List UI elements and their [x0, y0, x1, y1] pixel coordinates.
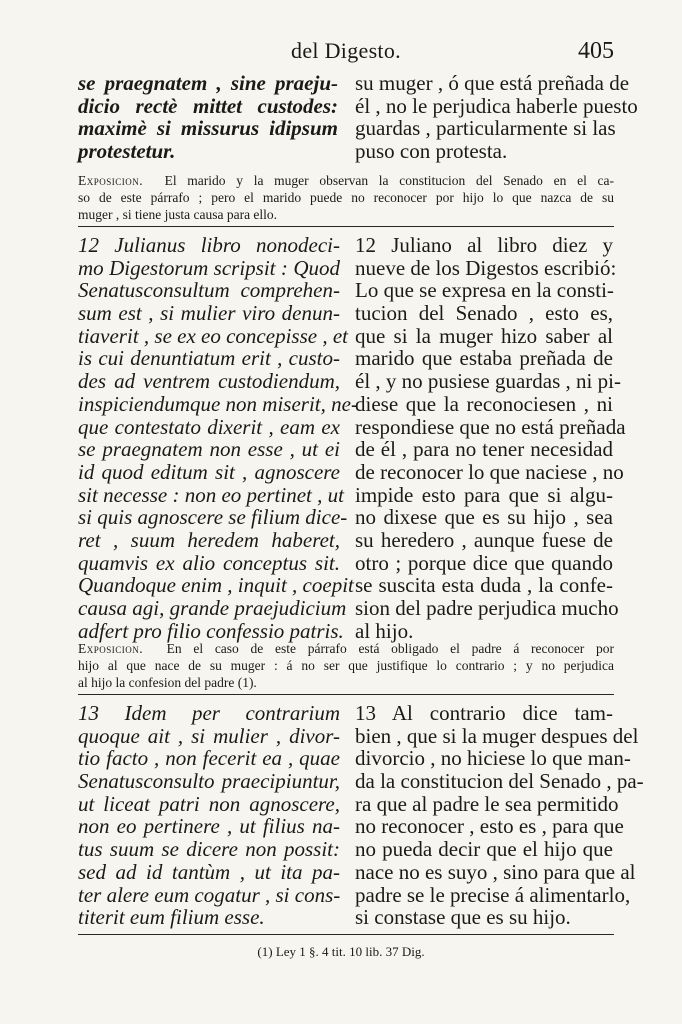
spanish-line: impide esto para que si algu-	[355, 482, 613, 507]
spanish-line: no pueda decir que el hijo que	[355, 837, 613, 862]
latin-line: sit necesse : non eo pertinet , ut	[78, 482, 344, 507]
exposition-sec11	[78, 172, 614, 223]
latin-column-sec12	[78, 233, 358, 643]
spanish-line: su muger , ó que está preñada de	[355, 71, 630, 95]
spanish-line: 12 Juliano al libro diez y	[355, 233, 613, 257]
spanish-line: respondiese que no está preñada	[355, 414, 626, 439]
latin-line: Senatusconsulto praecipiuntur,	[78, 769, 340, 794]
latin-line: se praegnatem , sine praeju-	[78, 71, 338, 95]
spanish-line: divorcio , no hiciese lo que man-	[355, 746, 631, 771]
latin-line: inspiciendumque non miserit, ne-	[78, 391, 358, 416]
latin-line: sed ad id tantùm , ut ita pa-	[78, 859, 340, 884]
latin-line: non eo pertinere , ut filius na-	[78, 814, 340, 839]
section-divider	[78, 226, 614, 227]
latin-line: tus suum se dicere non possit:	[78, 837, 340, 862]
exposition-line: El marido y la muger observan la constitucion del Senado en el ca-	[164, 173, 615, 188]
spanish-line: de él , para no tener necesidad	[355, 437, 613, 462]
latin-line: des ad ventrem custodiendum,	[78, 369, 340, 394]
running-title: del Digesto.	[291, 38, 401, 63]
latin-column-sec13	[78, 702, 340, 929]
latin-line: ret , suum heredem haberet,	[78, 527, 340, 552]
latin-line: si quis agnoscere se filium dice-	[78, 505, 348, 530]
latin-line: titerit eum filium esse.	[78, 905, 265, 930]
exposition-line: hijo al que nace de su muger : á no ser que justifique lo contrario ; y no perjudica	[78, 658, 614, 673]
spanish-line: bien , que si la muger despues del	[355, 723, 639, 748]
spanish-line: al hijo.	[355, 618, 414, 643]
page-number: 405	[578, 38, 614, 64]
footnote-divider	[78, 934, 614, 935]
latin-line: que contestato dixerit , eam ex	[78, 414, 340, 439]
spanish-line: su heredero , aunque fuese de	[355, 527, 613, 552]
latin-line: 13 Idem per contrarium	[78, 701, 340, 725]
spanish-line: nace no es suyo , sino para que al	[355, 859, 636, 884]
spanish-line: sion del padre perjudica mucho	[355, 596, 619, 620]
spanish-line: que si la muger hizo saber al	[355, 323, 613, 348]
section-divider	[78, 694, 614, 695]
spanish-line: él , y no pusiese guardas , ni pi-	[355, 369, 621, 394]
latin-line: se praegnatem non esse , ut ei	[78, 437, 340, 462]
footnote: (1) Ley 1 §. 4 tit. 10 lib. 37 Dig.	[257, 944, 425, 959]
latin-line: ter alere eum cogatur , si cons-	[78, 882, 341, 907]
spanish-column-sec13	[355, 701, 644, 930]
latin-line: maximè si missurus idipsum	[78, 116, 338, 141]
spanish-line: guardas , particularmente si las	[355, 116, 616, 141]
latin-line: 12 Julianus libro nonodeci-	[78, 233, 340, 257]
spanish-line: 13 Al contrario dice tam-	[355, 701, 613, 725]
latin-line: id quod editum sit , agnoscere	[78, 459, 340, 484]
spanish-column-sec12	[355, 233, 626, 643]
exposition-label: Exposicion.	[78, 641, 144, 656]
exposition-sec12	[78, 640, 614, 691]
spanish-line: tucion del Senado , esto es,	[355, 301, 613, 326]
latin-line: protestetur.	[78, 139, 176, 164]
spanish-column-sec11	[355, 71, 638, 164]
latin-line: mo Digestorum scripsit : Quod	[78, 255, 340, 280]
latin-line: causa agi, grande praejudicium	[78, 596, 347, 620]
spanish-line: no reconocer , esto es , para que	[355, 814, 624, 839]
exposition-label: Exposicion.	[78, 173, 144, 188]
latin-column-sec11	[78, 72, 338, 163]
latin-line: tiaverit , se ex eo concepisse , et	[78, 323, 348, 348]
latin-line: quamvis ex alio conceptus sit.	[78, 550, 340, 575]
spanish-line: nueve de los Digestos escribió:	[355, 255, 617, 280]
spanish-line: no dixese que es su hijo , sea	[355, 505, 613, 530]
spanish-line: marido que estaba preñada de	[355, 346, 613, 371]
spanish-line: si constase que es su hijo.	[355, 905, 571, 930]
latin-line: Senatusconsultum comprehen-	[78, 278, 340, 303]
exposition-line: muger , si tiene justa causa para ello.	[78, 207, 278, 222]
spanish-line: da la constitucion del Senado , pa-	[355, 769, 644, 794]
spanish-line: puso con protesta.	[355, 139, 508, 164]
exposition-line: so de este párrafo ; pero el marido puede no reconocer por hijo lo que nazca de su	[78, 190, 614, 205]
spanish-line: de reconocer lo que naciese , no	[355, 459, 624, 484]
latin-line: is cui denuntiatum erit , custo-	[78, 346, 340, 371]
spanish-line: él , no le perjudica haberle puesto	[355, 93, 638, 118]
spanish-line: diese que la reconociesen , ni	[355, 391, 613, 416]
latin-line: dicio rectè mittet custodes:	[78, 93, 338, 118]
spanish-line: Lo que se expresa en la consti-	[355, 278, 614, 303]
running-header	[78, 38, 614, 68]
latin-line: sum est , si mulier viro denun-	[78, 301, 340, 326]
latin-line: quoque ait , si mulier , divor-	[78, 723, 340, 748]
exposition-line: En el caso de este párrafo está obligado el padre á reconocer por	[166, 641, 614, 656]
latin-line: ut liceat patri non agnoscere,	[78, 791, 340, 816]
latin-line: Quandoque enim , inquit , coepit	[78, 573, 354, 598]
spanish-line: padre se le precise á alimentarlo,	[355, 882, 631, 907]
latin-line: adfert pro filio confessio patris.	[78, 618, 344, 643]
spanish-line: ra que al padre le sea permitido	[355, 791, 619, 816]
spanish-line: otro ; porque dice que quando	[355, 550, 613, 575]
exposition-line: al hijo la confesion del padre (1).	[78, 675, 257, 690]
spanish-line: se suscita esta duda , la confe-	[355, 573, 613, 598]
latin-line: tio facto , non fecerit ea , quae	[78, 746, 340, 771]
